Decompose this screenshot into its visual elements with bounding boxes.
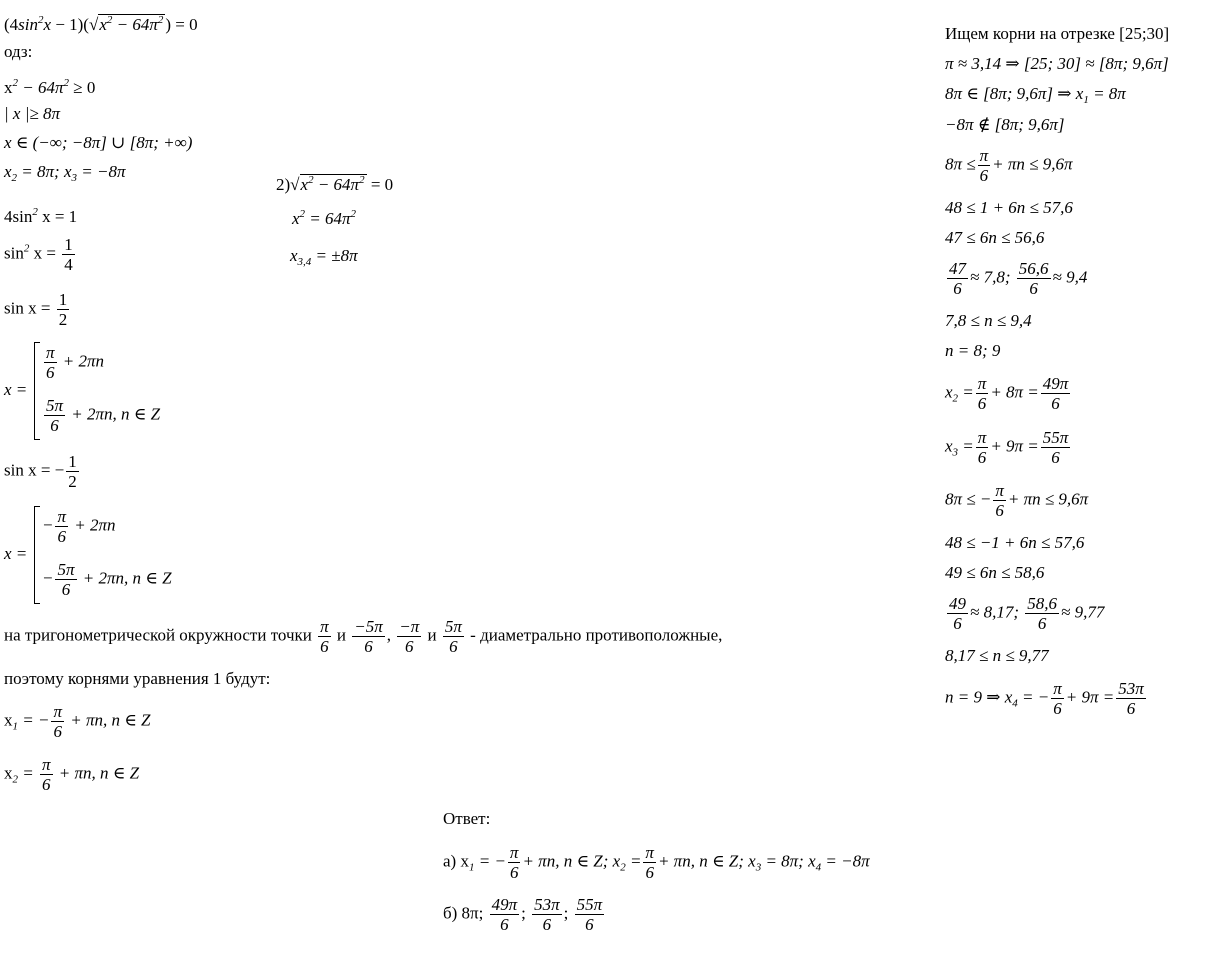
domain-roots: $x_2 = 8\pi$; $x_3 = -8\pi$ bbox=[4, 162, 126, 184]
ineq-2: 8π ≤ − $\frac{\pi}{6}$ + πn ≤ 9,6π bbox=[945, 481, 1089, 520]
root-x2: $x_2$ = $\frac{\pi}{6}$ + πn, n ∈ Z bbox=[4, 755, 140, 794]
ineq-1-bounds: $\frac{47}{6}$ ≈ 7,8; $\frac{56,6}{6}$ ≈ 9,4 bbox=[949, 259, 1088, 298]
ineq-1-step: 47 ≤ 6n ≤ 56,6 bbox=[945, 228, 1045, 247]
diametric-note: на тригонометрической окружности точки $\frac{\pi}{6}$ и $\frac{-5\pi}{6}$ , $\frac{-\pi}{6}$ и $\frac{5\pi}{6}$ - диаметрально противоположные, bbox=[4, 617, 723, 656]
answer-title: Ответ: bbox=[443, 809, 491, 828]
sin-positive: sin x = $\frac{1}{2}$ bbox=[4, 290, 68, 329]
interval-heading: Ищем корни на отрезке [25;30] bbox=[945, 24, 1170, 43]
case-2-equation: $2)√x^2 - 64\pi^2 = 0$ bbox=[276, 174, 394, 194]
check-minus-8pi: −8π ∉ [8π; 9,6π] bbox=[945, 115, 1065, 134]
ineq-1-range: 7,8 ≤ n ≤ 9,4 bbox=[945, 311, 1032, 330]
bracket bbox=[34, 342, 40, 440]
sin-negative: sin x = − $\frac{1}{2}$ bbox=[4, 452, 77, 491]
odz-label: одз: bbox=[4, 42, 33, 61]
x-label-2: x = bbox=[4, 544, 28, 563]
pi-approx: π ≈ 3,14 ⇒ [25; 30] ≈ [8π; 9,6π] bbox=[945, 54, 1169, 73]
ineq-2-range: 8,17 ≤ n ≤ 9,77 bbox=[945, 646, 1049, 665]
domain-inequality: $x^2 - 64\pi^2 \ge 0$ bbox=[4, 77, 96, 97]
series-row: − $\frac{\pi}{6}$ + 2πn bbox=[42, 507, 116, 546]
roots-intro: поэтому корнями уравнения 1 будут: bbox=[4, 669, 271, 688]
root-x2-value: $x_2$ = $\frac{\pi}{6}$ + 8π = $\frac{49\pi}{6}$ bbox=[945, 374, 1069, 413]
answer-b: б) 8π; $\frac{49\pi}{6}$ ; $\frac{53\pi}{6}$ ; $\frac{55\pi}{6}$ bbox=[443, 895, 603, 934]
root-x1: $x_1$ = − $\frac{\pi}{6}$ + πn, n ∈ Z bbox=[4, 702, 151, 741]
root-x4-value: n = 9 ⇒ $x_4$ = − $\frac{\pi}{6}$ + 9π = $\frac{53\pi}{6}$ bbox=[945, 679, 1144, 718]
sin-squared: $\sin^2 x$ = $\frac{1}{4}$ bbox=[4, 235, 73, 274]
ineq-1-step: 48 ≤ 1 + 6n ≤ 57,6 bbox=[945, 198, 1073, 217]
check-8pi: 8π ∈ [8π; 9,6π] ⇒ $x_1 = 8\pi$ bbox=[945, 84, 1126, 106]
x-label-1: x = bbox=[4, 380, 28, 399]
case-1-equation: $4\sin^2$ x = 1 bbox=[4, 206, 78, 226]
series-row: $\frac{5\pi}{6}$ + 2πn, n ∈ Z bbox=[46, 396, 161, 435]
ineq-2-bounds: $\frac{49}{6}$ ≈ 8,17; $\frac{58,6}{6}$ ≈ 9,77 bbox=[949, 594, 1105, 633]
case-2-roots: $x_{3,4} = \pm 8\pi$ bbox=[290, 246, 358, 268]
domain-interval: x ∈ (−∞; −8π] ∪ [8π; +∞) bbox=[4, 133, 193, 152]
series-row: $\frac{\pi}{6}$ + 2πn bbox=[46, 343, 105, 382]
ineq-2-step: 48 ≤ −1 + 6n ≤ 57,6 bbox=[945, 533, 1085, 552]
answer-a: а) $x_1$ = − $\frac{\pi}{6}$ + πn, n ∈ Z; $x_2$ = $\frac{\pi}{6}$ + πn, n ∈ Z; $x_3 = 8\pi$; $x_4 = -8\pi$ bbox=[443, 843, 870, 882]
ineq-2-step: 49 ≤ 6n ≤ 58,6 bbox=[945, 563, 1045, 582]
domain-abs: | x |≥ 8π bbox=[4, 104, 60, 123]
n-values: n = 8; 9 bbox=[945, 341, 1001, 360]
ineq-1: 8π ≤ $\frac{\pi}{6}$ + πn ≤ 9,6π bbox=[945, 146, 1073, 185]
root-x3-value: $x_3$ = $\frac{\pi}{6}$ + 9π = $\frac{55\pi}{6}$ bbox=[945, 428, 1069, 467]
equation: $(4\sin^2x - 1)(√x^2 - 64\pi^2$ ) = 0 bbox=[4, 14, 198, 34]
bracket bbox=[34, 506, 40, 604]
series-row: − $\frac{5\pi}{6}$ + 2πn, n ∈ Z bbox=[42, 560, 172, 599]
case-2-square: $x^2 = 64\pi^2$ bbox=[292, 208, 357, 228]
